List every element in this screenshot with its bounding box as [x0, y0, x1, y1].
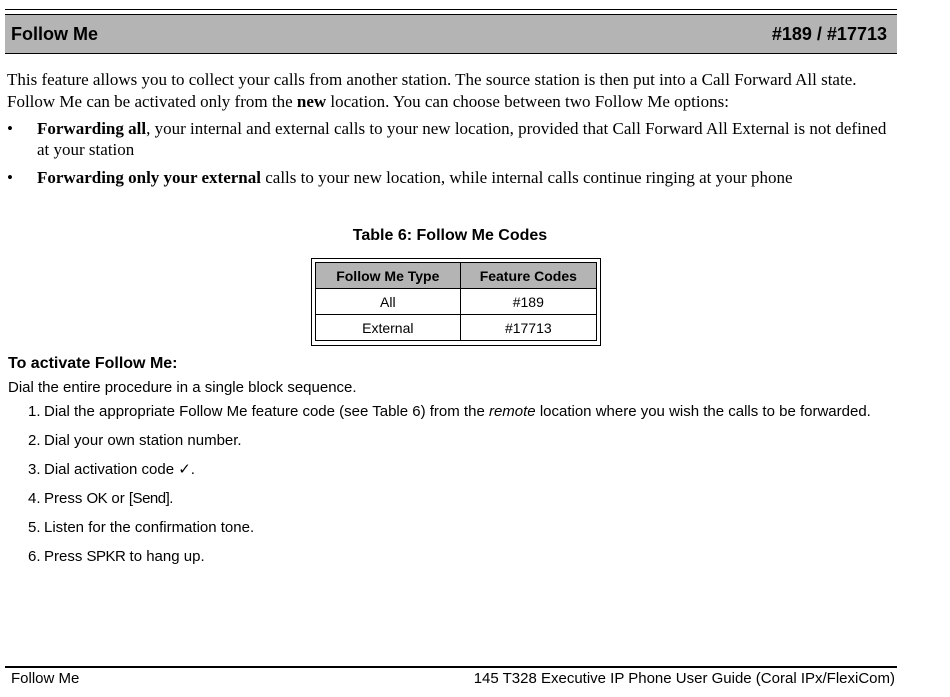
- footer-section-name: Follow Me: [11, 670, 80, 687]
- key-ok: OK: [86, 490, 108, 507]
- step-text: Listen for the confirmation tone.: [44, 519, 255, 536]
- table-row: [316, 315, 597, 341]
- step-text: Dial your own station number.: [44, 432, 242, 449]
- step-text: or: [107, 490, 129, 507]
- key-spkr: SPKR: [86, 548, 126, 565]
- step-item: [8, 401, 893, 422]
- table-caption: Table 6: Follow Me Codes: [352, 227, 548, 244]
- key-send: [Send]: [128, 490, 170, 507]
- step-item: [8, 546, 893, 567]
- step-italic: remote: [488, 403, 536, 420]
- bullet-icon: •: [7, 119, 13, 138]
- step-text: .: [169, 490, 174, 507]
- footer-rule: [5, 666, 897, 668]
- codes-table-frame: [311, 258, 601, 346]
- table-row: [316, 289, 597, 315]
- bullet-text: , your internal and external calls to your new location, provided that Call Forward All External is not defined at your station: [37, 119, 887, 159]
- step-number: 2.: [28, 432, 41, 449]
- step-number: 6.: [28, 548, 41, 565]
- procedure-section: [8, 355, 893, 575]
- table-cell: External: [316, 315, 461, 341]
- table-header-cell: Feature Codes: [460, 263, 596, 289]
- step-item: [8, 430, 893, 451]
- intro-text-end: location. You can choose between two Follow Me options:: [330, 92, 729, 111]
- intro-paragraph: [7, 69, 892, 113]
- step-text: Press: [44, 548, 87, 565]
- step-text: Dial the appropriate Follow Me feature code (see Table 6) from the: [44, 403, 489, 420]
- step-number: 4.: [28, 490, 41, 507]
- bullet-item: [7, 167, 892, 188]
- table-cell: #17713: [460, 315, 596, 341]
- footer-page-info: 145 T328 Executive IP Phone User Guide (Coral IPx/FlexiCom): [473, 670, 895, 687]
- step-item: [8, 459, 893, 480]
- step-number: 5.: [28, 519, 41, 536]
- step-text: Press: [44, 490, 87, 507]
- step-text: to hang up.: [125, 548, 205, 565]
- bullet-list: [7, 118, 892, 195]
- table-cell: All: [316, 289, 461, 315]
- step-text: location where you wish the calls to be forwarded.: [535, 403, 871, 420]
- section-title: Follow Me: [11, 24, 98, 44]
- table-cell: #189: [460, 289, 596, 315]
- bullet-icon: •: [7, 168, 13, 187]
- bullet-text: calls to your new location, while internal calls continue ringing at your phone: [260, 168, 793, 187]
- table-header-row: [316, 263, 597, 289]
- table-header-cell: Follow Me Type: [316, 263, 461, 289]
- bullet-bold: Forwarding only your external: [37, 168, 261, 187]
- procedure-title: To activate Follow Me:: [8, 355, 178, 372]
- step-number: 3.: [28, 461, 41, 478]
- step-item: [8, 517, 893, 538]
- step-text: Dial activation code ✓.: [44, 461, 195, 478]
- bullet-item: [7, 118, 892, 160]
- section-header: [5, 14, 897, 54]
- section-codes: #189 / #17713: [771, 24, 887, 44]
- top-rule: [5, 9, 897, 10]
- procedure-intro: Dial the entire procedure in a single block sequence.: [8, 379, 357, 396]
- step-item: [8, 488, 893, 509]
- step-number: 1.: [28, 403, 41, 420]
- codes-table: [315, 262, 597, 341]
- bullet-bold: Forwarding all: [37, 119, 147, 138]
- procedure-steps: [8, 401, 893, 567]
- intro-text: This feature allows you to collect your calls from another station. The source station is then put into a Call Forward All state. Follow Me can be activated only from the: [7, 70, 857, 111]
- intro-bold-word: new: [296, 92, 327, 111]
